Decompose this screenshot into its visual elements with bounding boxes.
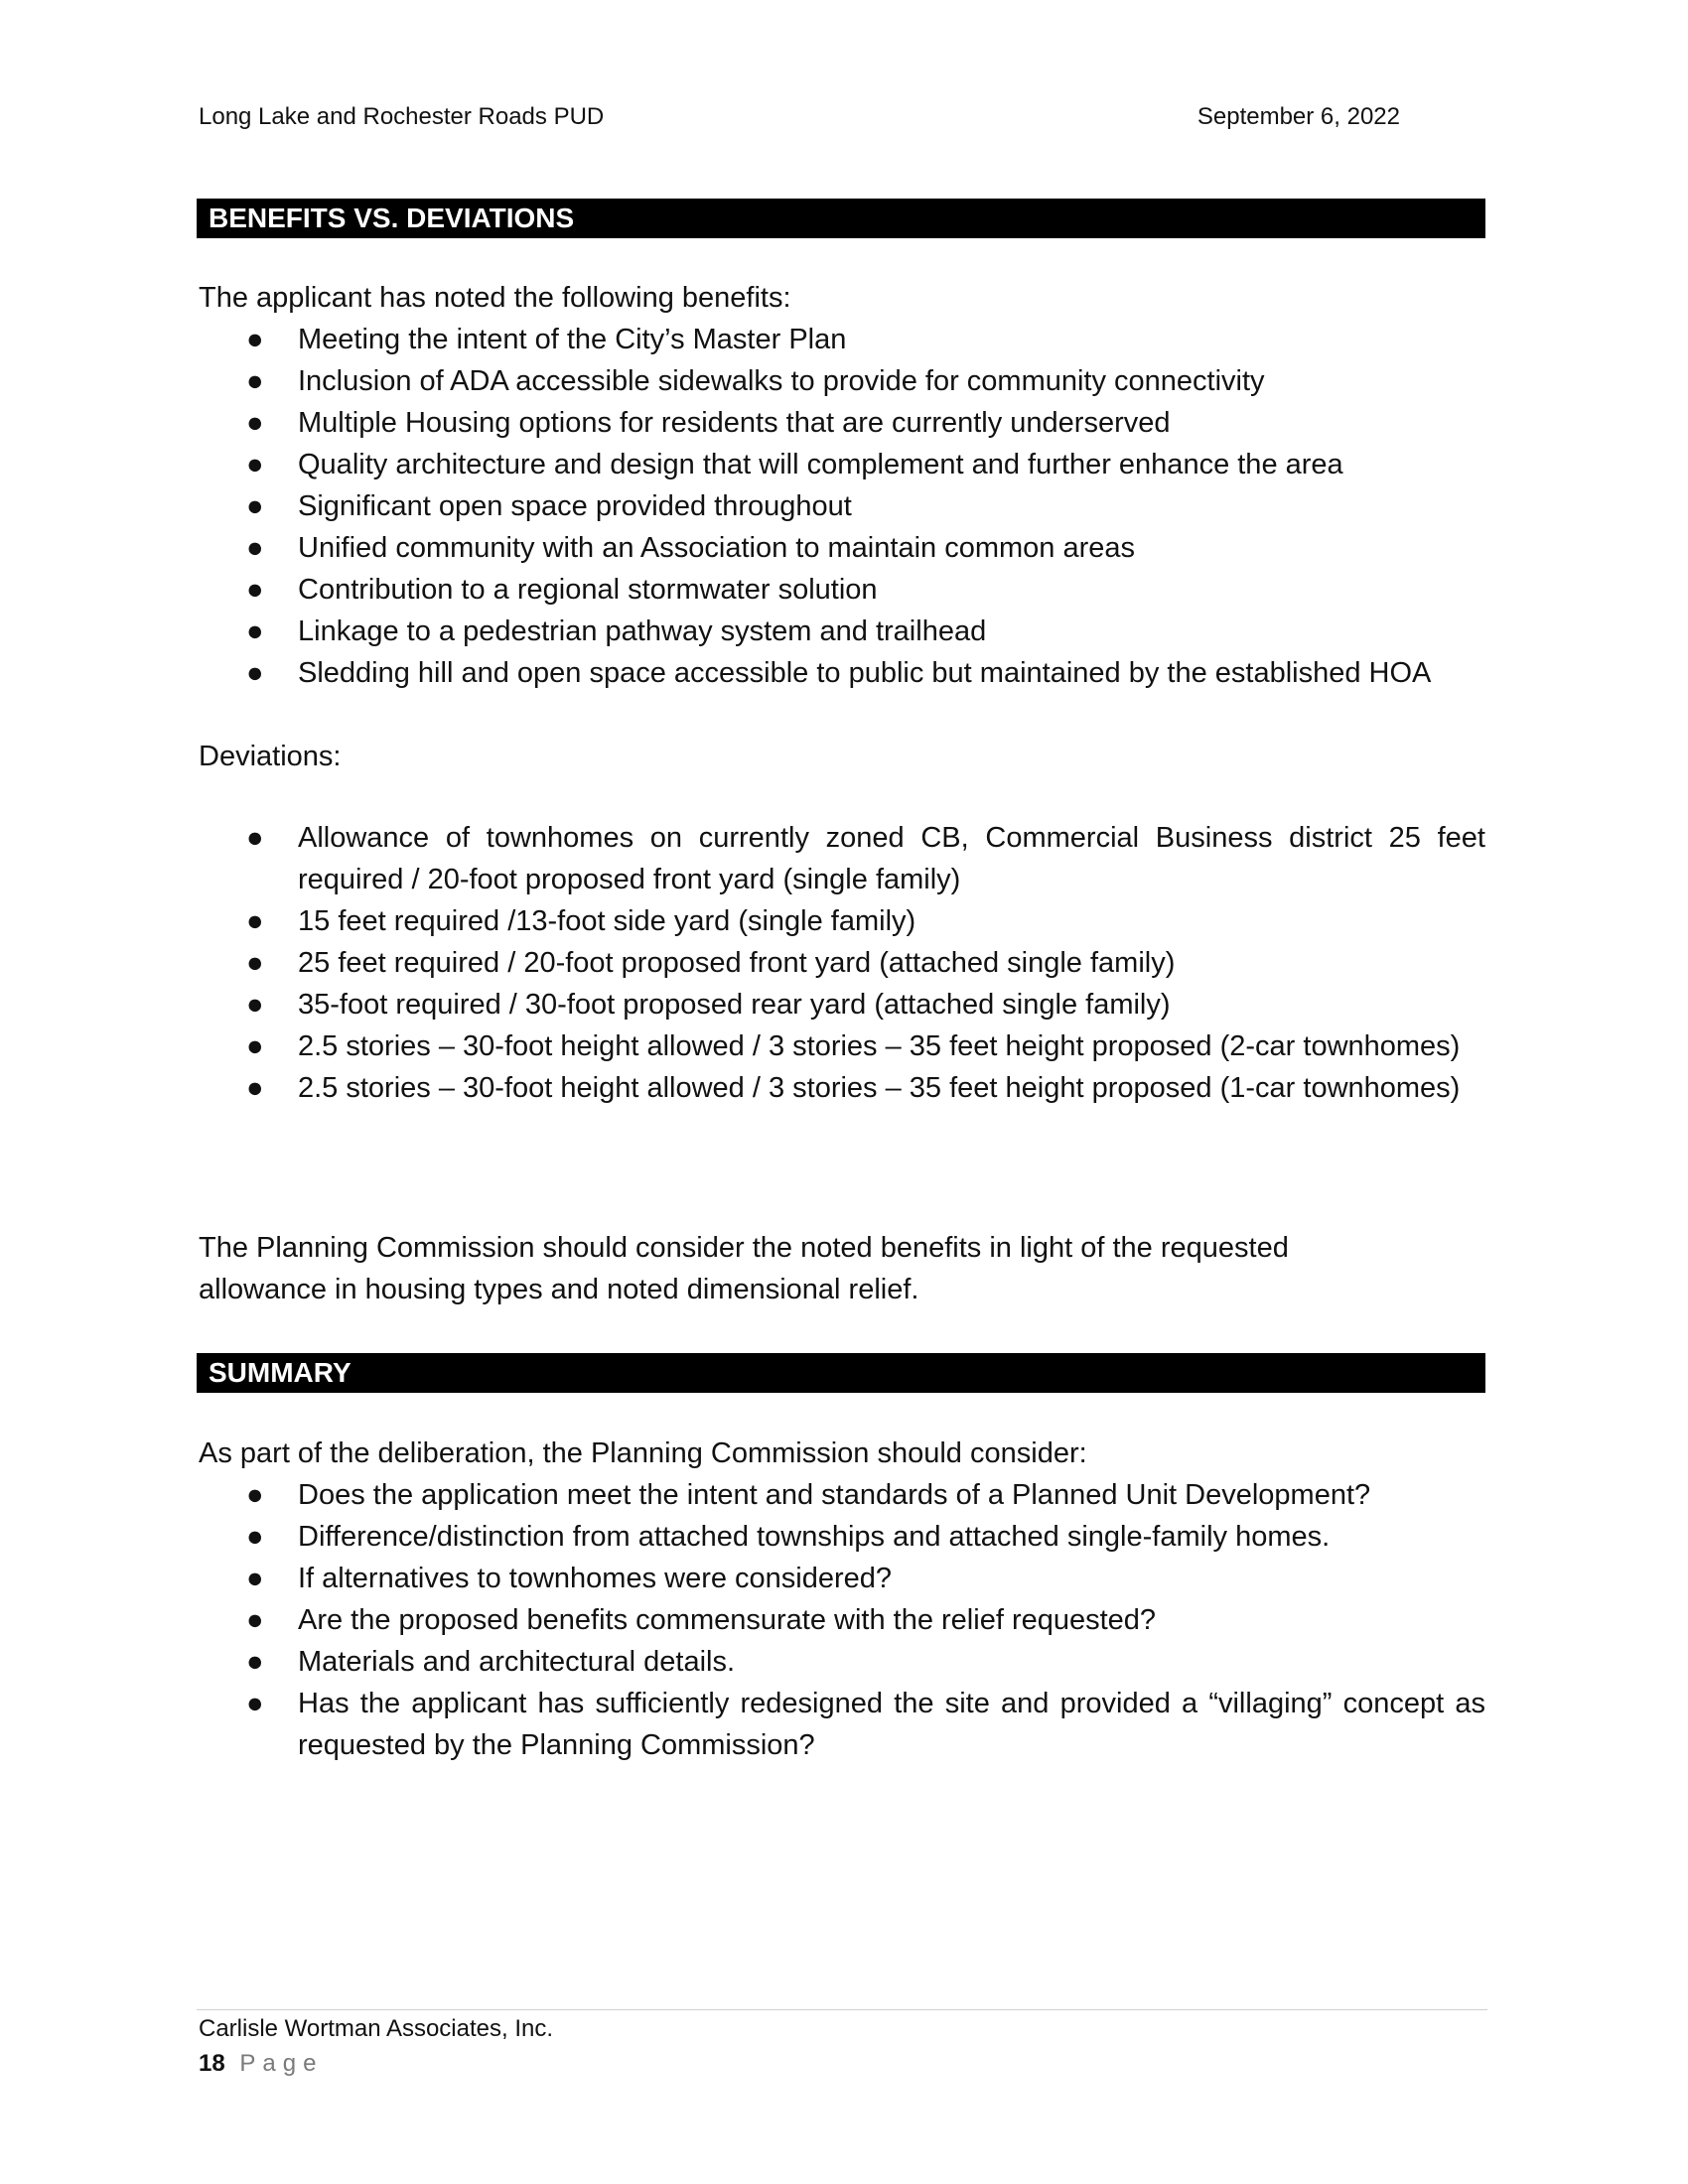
list-item: ● Difference/distinction from attached townships and attached single-family homes. [199, 1516, 1485, 1558]
bullet-icon: ● [246, 1521, 264, 1553]
benefits-list [199, 319, 1485, 694]
bullet-icon: ● [246, 532, 264, 564]
bullet-icon: ● [246, 905, 264, 937]
bullet-icon: ● [246, 615, 264, 647]
list-item: ● Does the application meet the intent and standards of a Planned Unit Development? [199, 1474, 1485, 1516]
bullet-icon: ● [246, 657, 264, 689]
list-item: ● Has the applicant has sufficiently redesigned the site and provided a “villaging” concept as requested by the Planning Commission? [199, 1683, 1485, 1766]
list-item: ● Inclusion of ADA accessible sidewalks to provide for community connectivity [199, 360, 1485, 402]
deviations-conclusion: The Planning Commission should consider the noted benefits in light of the requested allowance in housing types and noted dimensional relief. [199, 1232, 1289, 1305]
bullet-icon: ● [246, 1072, 264, 1104]
list-item: ● Multiple Housing options for residents that are currently underserved [199, 402, 1485, 444]
bullet-icon: ● [246, 989, 264, 1021]
footer-divider [197, 2009, 1487, 2010]
footer-page-number [199, 2050, 323, 2078]
bullet-icon: ● [246, 407, 264, 439]
list-item: ● 2.5 stories – 30-foot height allowed / 3 stories – 35 feet height proposed (2-car townhomes) [199, 1025, 1485, 1067]
summary-intro: As part of the deliberation, the Planning Commission should consider: [199, 1437, 1087, 1469]
bullet-icon: ● [246, 449, 264, 480]
bullet-icon: ● [246, 947, 264, 979]
list-item: ● Meeting the intent of the City’s Master Plan [199, 319, 1485, 360]
header-title: Long Lake and Rochester Roads PUD [199, 103, 605, 130]
list-item: ● Materials and architectural details. [199, 1641, 1485, 1683]
benefits-heading: BENEFITS VS. DEVIATIONS [197, 199, 1485, 238]
list-item: ● Unified community with an Association to maintain common areas [199, 527, 1485, 569]
list-item: ● 35-foot required / 30-foot proposed rear yard (attached single family) [199, 984, 1485, 1025]
deviations-label: Deviations: [199, 741, 342, 772]
summary-list [199, 1474, 1485, 1766]
bullet-icon: ● [246, 1030, 264, 1062]
bullet-icon: ● [246, 574, 264, 606]
list-item: ● 2.5 stories – 30-foot height allowed / 3 stories – 35 feet height proposed (1-car townhomes) [199, 1067, 1485, 1109]
bullet-icon: ● [246, 365, 264, 397]
page-number: 18 [199, 2050, 225, 2077]
bullet-icon: ● [246, 1604, 264, 1636]
bullet-icon: ● [246, 1479, 264, 1511]
bullet-icon: ● [246, 1646, 264, 1678]
bullet-icon: ● [246, 1563, 264, 1594]
list-item: ● Linkage to a pedestrian pathway system and trailhead [199, 611, 1485, 652]
list-item: ● Quality architecture and design that will complement and further enhance the area [199, 444, 1485, 485]
page-label: Page [239, 2050, 324, 2077]
list-item: ● Sledding hill and open space accessible to public but maintained by the established HOA [199, 652, 1485, 694]
list-item: ● Contribution to a regional stormwater solution [199, 569, 1485, 611]
benefits-intro: The applicant has noted the following benefits: [199, 282, 791, 314]
list-item: ● 25 feet required / 20-foot proposed front yard (attached single family) [199, 942, 1485, 984]
list-item: ● 15 feet required /13-foot side yard (single family) [199, 900, 1485, 942]
header-date: September 6, 2022 [1196, 103, 1400, 130]
bullet-icon: ● [246, 324, 264, 355]
bullet-icon: ● [246, 822, 264, 854]
bullet-icon: ● [246, 1688, 264, 1719]
list-item: ● Significant open space provided throughout [199, 485, 1485, 527]
list-item: ● Are the proposed benefits commensurate with the relief requested? [199, 1599, 1485, 1641]
bullet-icon: ● [246, 490, 264, 522]
summary-heading: SUMMARY [197, 1353, 1485, 1393]
list-item: ● Allowance of townhomes on currently zoned CB, Commercial Business district 25 feet required / 20-foot proposed front yard (single family) [199, 817, 1485, 900]
list-item: ● If alternatives to townhomes were considered? [199, 1558, 1485, 1599]
deviations-list [199, 817, 1485, 1109]
footer-organization: Carlisle Wortman Associates, Inc. [199, 2015, 554, 2042]
